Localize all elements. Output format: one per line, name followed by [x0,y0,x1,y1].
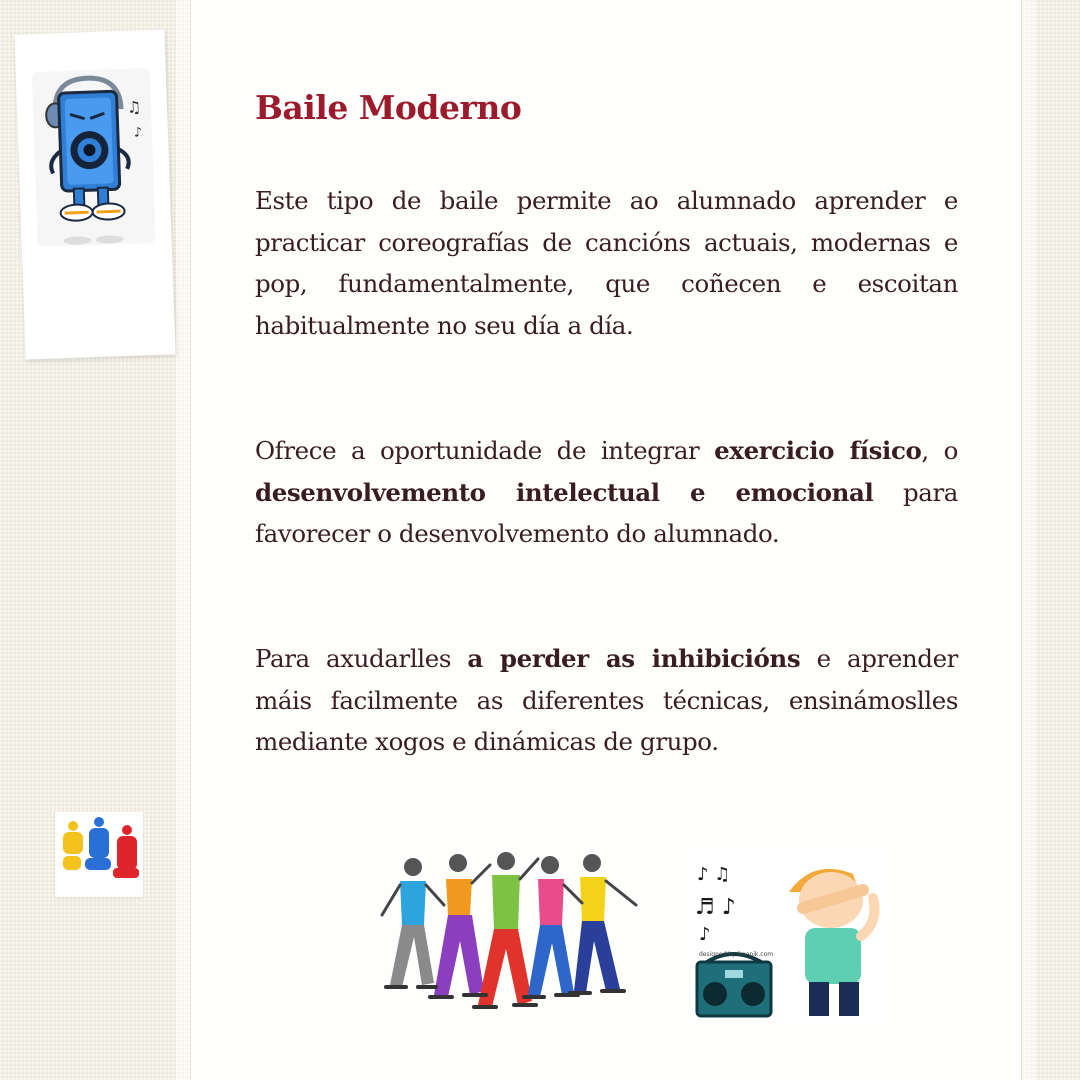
emphasis-physical-exercise: exercicio físico [714,436,922,465]
emphasis-development: desenvolvemento intelectual e emocional [255,477,874,507]
svg-text:♫: ♫ [126,97,142,117]
svg-text:♪: ♪ [699,924,711,945]
decorative-card [14,29,175,359]
emphasis-inhibitions: a perder as inhibicións [467,644,801,673]
svg-text:♪ ♫: ♪ ♫ [697,864,731,885]
speaker-mascot-icon [32,68,156,247]
svg-text:♬ ♪: ♬ ♪ [695,895,736,920]
paragraph-benefits: Ofrece a oportunidade de integrar exercicio físico, o desenvolvemento intelectual e emocional para favorecer o desenvolvemento do alumnado. [255,436,958,549]
dancing-boy-icon [693,852,888,1020]
colorful-figures-icon [55,812,143,897]
page-title: Baile Moderno [255,88,522,127]
credit-text: designed by freepik.com [699,951,774,958]
paragraph-methodology: Para axudarlles a perder as inhibicións e aprender máis facilmente as diferentes técnicas, ensinámoslles mediante xogos e dinámicas de grupo. [255,644,958,757]
svg-text:♪: ♪ [133,125,143,141]
dancers-group-icon [378,845,648,1025]
paragraph-description: Este tipo de baile permite ao alumnado aprender e practicar coreografías de cancións actuais, modernas e pop, fundamentalmente, que coñecen e escoitan habitualmente no seu día a día. [255,186,958,340]
